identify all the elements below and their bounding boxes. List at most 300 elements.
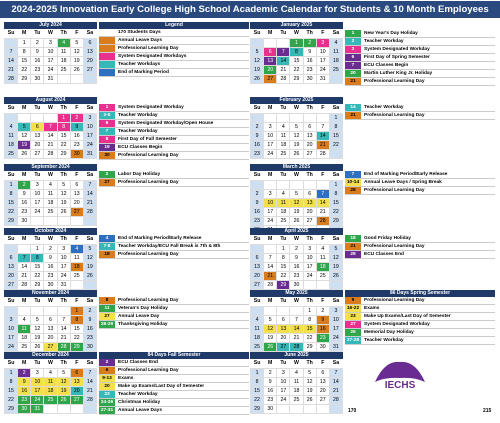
day-cell bbox=[264, 38, 277, 47]
item-label: Memorial Day Holiday bbox=[364, 330, 414, 335]
dow-label: Th bbox=[303, 359, 316, 368]
day-cell: 28 bbox=[83, 395, 96, 404]
item-label: Veteran's Day Holiday bbox=[118, 306, 168, 311]
day-cell: 9 bbox=[290, 253, 303, 262]
ending-students: 170 bbox=[348, 408, 357, 414]
day-cell: 5 bbox=[57, 368, 70, 377]
day-cell bbox=[70, 216, 83, 225]
dow-label: Tu bbox=[277, 297, 290, 306]
legend-item bbox=[99, 136, 249, 144]
day-cell: 3 bbox=[277, 368, 290, 377]
item-code: 27-28 bbox=[346, 338, 360, 343]
day-cell: 6 bbox=[316, 368, 329, 377]
legend-item bbox=[99, 171, 249, 179]
item-code: 23 bbox=[345, 313, 361, 320]
item-code: 7 bbox=[345, 171, 361, 178]
day-cell bbox=[290, 404, 303, 413]
month-header: August 2024 bbox=[4, 97, 97, 104]
dow-label: M bbox=[18, 297, 31, 306]
day-cell: 20 bbox=[303, 140, 316, 149]
legend-item bbox=[345, 179, 495, 187]
panel-header: 86 Days Spring Semester bbox=[345, 290, 495, 297]
day-cell: 8 bbox=[277, 253, 290, 262]
item-label: End of Marking Period/Early Release bbox=[118, 236, 202, 241]
day-cell: 17 bbox=[277, 386, 290, 395]
day-cell: 7 bbox=[290, 315, 303, 324]
day-cell: 20 bbox=[264, 65, 277, 74]
dow-label: Su bbox=[251, 297, 264, 306]
day-cell: 2 bbox=[290, 244, 303, 253]
day-cell: 14 bbox=[264, 262, 277, 271]
item-code bbox=[99, 29, 115, 36]
day-cell: 5 bbox=[290, 189, 303, 198]
dow-label: Sa bbox=[83, 235, 96, 244]
item-label: Teacher Workday bbox=[364, 338, 404, 343]
dow-label: W bbox=[44, 359, 57, 368]
day-cell: 21 bbox=[5, 65, 18, 74]
panel-feb-list bbox=[345, 104, 495, 120]
day-cell: 21 bbox=[83, 198, 96, 207]
month-mar bbox=[250, 164, 343, 235]
day-cell bbox=[44, 216, 57, 225]
item-label: Martin Luther King Jr. Holiday bbox=[364, 71, 433, 76]
day-cell bbox=[18, 244, 31, 253]
day-cell: 13 bbox=[70, 189, 83, 198]
day-cell bbox=[277, 180, 290, 189]
day-cell: 1 bbox=[303, 306, 316, 315]
dow-label: W bbox=[44, 171, 57, 180]
day-cell bbox=[5, 244, 18, 253]
legend-item bbox=[99, 37, 249, 45]
panel-header: 84 Days Fall Semester bbox=[99, 352, 249, 359]
day-cell: 27 bbox=[303, 216, 316, 225]
day-cell: 19 bbox=[290, 140, 303, 149]
day-cell: 29 bbox=[5, 216, 18, 225]
item-code: 27 bbox=[345, 321, 361, 328]
month-header: October 2024 bbox=[4, 228, 97, 235]
day-cell: 23 bbox=[264, 395, 277, 404]
day-cell: 21 bbox=[290, 333, 303, 342]
day-cell: 9 bbox=[83, 315, 96, 324]
day-cell: 10 bbox=[316, 47, 329, 56]
legend-item bbox=[99, 243, 249, 251]
dow-label: F bbox=[316, 29, 329, 38]
day-cell: 15 bbox=[290, 56, 303, 65]
dow-label: Su bbox=[251, 29, 264, 38]
panel-nov-list bbox=[99, 297, 249, 329]
day-cell: 6 bbox=[70, 368, 83, 377]
dow-label: M bbox=[18, 359, 31, 368]
item-label: System Designated Workday/Open House bbox=[118, 121, 214, 126]
day-cell: 27 bbox=[316, 395, 329, 404]
item-code: 27 bbox=[99, 179, 115, 186]
day-cell: 5 bbox=[264, 315, 277, 324]
day-cell: 10 bbox=[31, 377, 44, 386]
month-nov bbox=[4, 290, 97, 352]
dow-label: F bbox=[316, 235, 329, 244]
day-cell: 3 bbox=[329, 306, 342, 315]
month-feb bbox=[250, 97, 343, 159]
day-cell: 13 bbox=[251, 262, 264, 271]
day-cell: 28 bbox=[290, 342, 303, 351]
day-cell: 15 bbox=[57, 131, 70, 140]
day-cell: 12 bbox=[70, 47, 83, 56]
day-cell: 10 bbox=[44, 47, 57, 56]
item-code: 29 bbox=[345, 251, 361, 258]
day-cell: 7 bbox=[18, 253, 31, 262]
day-cell: 28 bbox=[316, 216, 329, 225]
dow-label: Sa bbox=[329, 297, 342, 306]
day-cell bbox=[290, 306, 303, 315]
day-cell: 21 bbox=[316, 207, 329, 216]
day-cell: 12 bbox=[57, 189, 70, 198]
day-cell bbox=[290, 180, 303, 189]
dow-label: Tu bbox=[277, 235, 290, 244]
day-cell: 30 bbox=[290, 280, 303, 289]
school-logo bbox=[370, 352, 430, 392]
day-cell: 15 bbox=[277, 262, 290, 271]
day-cell: 24 bbox=[44, 65, 57, 74]
day-cell bbox=[316, 280, 329, 289]
month-header: May 2025 bbox=[250, 290, 343, 297]
day-cell: 24 bbox=[329, 333, 342, 342]
day-cell: 19 bbox=[31, 333, 44, 342]
day-cell: 29 bbox=[329, 216, 342, 225]
item-label: 170 Students Days bbox=[118, 30, 161, 35]
day-cell: 24 bbox=[5, 342, 18, 351]
item-label: Make up Exams/Last Day of Semester bbox=[118, 384, 205, 389]
month-header: February 2025 bbox=[250, 97, 343, 104]
day-cell: 14 bbox=[5, 56, 18, 65]
day-cell: 29 bbox=[251, 404, 264, 413]
day-cell: 29 bbox=[70, 342, 83, 351]
day-cell: 3 bbox=[31, 368, 44, 377]
day-cell: 7 bbox=[83, 368, 96, 377]
day-cell: 14 bbox=[44, 131, 57, 140]
day-cell: 24 bbox=[83, 140, 96, 149]
day-cell bbox=[277, 404, 290, 413]
day-cell: 15 bbox=[70, 324, 83, 333]
day-cell: 1 bbox=[329, 113, 342, 122]
dow-label: Su bbox=[5, 29, 18, 38]
day-cell: 2 bbox=[44, 244, 57, 253]
day-cell: 2 bbox=[83, 306, 96, 315]
day-cell: 14 bbox=[316, 198, 329, 207]
panel-may-list bbox=[345, 290, 495, 345]
day-cell: 12 bbox=[31, 324, 44, 333]
item-label: Thanksgiving Holiday bbox=[118, 322, 168, 327]
day-cell: 31 bbox=[44, 74, 57, 83]
day-cell: 13 bbox=[303, 131, 316, 140]
day-cell: 7 bbox=[316, 122, 329, 131]
day-cell: 4 bbox=[329, 38, 342, 47]
day-cell: 4 bbox=[44, 180, 57, 189]
day-cell bbox=[303, 280, 316, 289]
day-cell: 7 bbox=[329, 368, 342, 377]
day-cell bbox=[290, 113, 303, 122]
dow-label: Su bbox=[251, 171, 264, 180]
day-cell: 25 bbox=[18, 342, 31, 351]
ending-total: 215 bbox=[483, 408, 492, 414]
day-cell: 1 bbox=[290, 38, 303, 47]
item-code: 7-8 bbox=[99, 243, 115, 250]
dow-label: F bbox=[316, 359, 329, 368]
day-cell: 16 bbox=[316, 324, 329, 333]
day-cell bbox=[264, 180, 277, 189]
day-cell: 19 bbox=[264, 333, 277, 342]
dow-label: M bbox=[18, 235, 31, 244]
day-cell: 14 bbox=[316, 131, 329, 140]
dow-label: F bbox=[70, 235, 83, 244]
day-cell: 31 bbox=[83, 149, 96, 158]
day-cell: 3 bbox=[83, 113, 96, 122]
item-code: 20 bbox=[345, 70, 361, 77]
day-cell: 26 bbox=[31, 342, 44, 351]
day-cell: 25 bbox=[44, 395, 57, 404]
dow-label: Th bbox=[57, 359, 70, 368]
day-cell: 23 bbox=[70, 140, 83, 149]
day-cell: 13 bbox=[70, 377, 83, 386]
legend-item bbox=[99, 407, 249, 415]
day-cell: 31 bbox=[329, 342, 342, 351]
day-cell: 15 bbox=[329, 131, 342, 140]
day-cell: 19 bbox=[83, 262, 96, 271]
dow-label: Th bbox=[303, 171, 316, 180]
day-cell: 29 bbox=[18, 74, 31, 83]
item-label: Christmas Holiday bbox=[118, 400, 161, 405]
day-cell: 23 bbox=[18, 207, 31, 216]
item-label: End of Marking Period/Early Release bbox=[364, 172, 448, 177]
day-cell: 17 bbox=[31, 386, 44, 395]
day-cell: 6 bbox=[31, 122, 44, 131]
day-cell: 18 bbox=[290, 386, 303, 395]
day-cell: 10 bbox=[5, 324, 18, 333]
item-code: 27-31 bbox=[100, 408, 114, 413]
day-cell: 22 bbox=[70, 333, 83, 342]
day-cell: 20 bbox=[83, 56, 96, 65]
dow-label: Th bbox=[57, 297, 70, 306]
day-cell: 27 bbox=[264, 74, 277, 83]
legend-item bbox=[345, 54, 495, 62]
day-cell: 11 bbox=[5, 131, 18, 140]
dow-label: Sa bbox=[329, 171, 342, 180]
legend-item bbox=[99, 313, 249, 321]
day-cell: 1 bbox=[5, 180, 18, 189]
day-cell bbox=[44, 113, 57, 122]
dow-label: Th bbox=[303, 104, 316, 113]
day-cell: 8 bbox=[251, 377, 264, 386]
day-cell bbox=[277, 113, 290, 122]
day-cell: 31 bbox=[57, 280, 70, 289]
day-cell bbox=[264, 113, 277, 122]
day-cell: 5 bbox=[18, 122, 31, 131]
day-cell: 28 bbox=[316, 149, 329, 158]
day-cell: 19 bbox=[303, 386, 316, 395]
dow-label: Tu bbox=[31, 29, 44, 38]
day-cell: 6 bbox=[264, 47, 277, 56]
day-cell: 9 bbox=[316, 315, 329, 324]
day-cell: 21 bbox=[316, 140, 329, 149]
day-cell: 2 bbox=[31, 38, 44, 47]
day-cell: 16 bbox=[18, 198, 31, 207]
dow-label: Sa bbox=[329, 104, 342, 113]
day-cell: 24 bbox=[316, 65, 329, 74]
item-code: 24-26 bbox=[100, 400, 114, 405]
month-dec bbox=[4, 352, 97, 414]
dow-label: Su bbox=[5, 171, 18, 180]
legend-item bbox=[99, 375, 249, 383]
day-cell: 23 bbox=[31, 65, 44, 74]
panel-header: Legend bbox=[99, 22, 249, 29]
day-cell: 27 bbox=[70, 395, 83, 404]
legend-item bbox=[345, 46, 495, 54]
day-cell: 16 bbox=[290, 262, 303, 271]
item-code: 19 bbox=[99, 144, 115, 151]
day-cell: 4 bbox=[44, 368, 57, 377]
panel-oct-list bbox=[99, 235, 249, 259]
day-cell: 25 bbox=[57, 65, 70, 74]
day-cell bbox=[5, 38, 18, 47]
item-code: 2-5 bbox=[99, 112, 115, 119]
day-cell: 4 bbox=[316, 244, 329, 253]
day-cell bbox=[5, 306, 18, 315]
item-label: Professional Learning Day bbox=[364, 113, 425, 118]
dow-label: Tu bbox=[31, 297, 44, 306]
day-cell: 29 bbox=[57, 149, 70, 158]
dow-label: M bbox=[264, 359, 277, 368]
day-cell: 2 bbox=[303, 38, 316, 47]
day-cell: 21 bbox=[264, 271, 277, 280]
day-cell: 16 bbox=[303, 56, 316, 65]
day-cell bbox=[44, 404, 57, 413]
legend-item bbox=[345, 171, 495, 179]
day-cell: 4 bbox=[57, 38, 70, 47]
day-cell: 17 bbox=[303, 262, 316, 271]
day-cell: 15 bbox=[18, 56, 31, 65]
month-header: July 2024 bbox=[4, 22, 97, 29]
day-cell: 26 bbox=[290, 216, 303, 225]
item-label: Exams bbox=[118, 376, 134, 381]
day-cell: 20 bbox=[251, 271, 264, 280]
dow-label: M bbox=[264, 297, 277, 306]
day-cell: 30 bbox=[316, 342, 329, 351]
dow-label: W bbox=[290, 104, 303, 113]
legend-item bbox=[345, 78, 495, 86]
day-cell: 1 bbox=[5, 368, 18, 377]
legend-item bbox=[345, 321, 495, 329]
item-code: 8 bbox=[99, 136, 115, 143]
day-cell: 4 bbox=[277, 122, 290, 131]
legend-item bbox=[345, 329, 495, 337]
item-code: 28 bbox=[345, 187, 361, 194]
item-code: 28-29 bbox=[100, 322, 114, 327]
item-label: First Day of Spring Semester bbox=[364, 55, 430, 60]
legend-item bbox=[99, 305, 249, 313]
day-cell: 6 bbox=[251, 253, 264, 262]
dow-label: Tu bbox=[277, 171, 290, 180]
day-cell: 2 bbox=[18, 180, 31, 189]
legend-item bbox=[99, 61, 249, 69]
legend-item bbox=[345, 337, 495, 345]
day-cell: 24 bbox=[303, 271, 316, 280]
item-label: System Designated Workday bbox=[364, 47, 430, 52]
item-code: 21 bbox=[345, 112, 361, 119]
day-cell: 27 bbox=[303, 149, 316, 158]
day-cell: 7 bbox=[277, 47, 290, 56]
day-cell: 16 bbox=[70, 131, 83, 140]
item-label: Teacher Workdays bbox=[118, 62, 161, 67]
dow-label: Th bbox=[303, 297, 316, 306]
item-label: Professional Learning Day bbox=[118, 46, 179, 51]
day-cell: 3 bbox=[303, 244, 316, 253]
day-cell: 9 bbox=[31, 47, 44, 56]
day-cell bbox=[303, 404, 316, 413]
day-cell: 6 bbox=[70, 180, 83, 189]
day-cell: 4 bbox=[277, 189, 290, 198]
dow-label: Su bbox=[251, 235, 264, 244]
day-cell: 18 bbox=[18, 333, 31, 342]
month-header: June 2025 bbox=[250, 352, 343, 359]
legend-item bbox=[99, 69, 249, 77]
day-cell: 7 bbox=[44, 122, 57, 131]
day-cell: 27 bbox=[277, 342, 290, 351]
item-code: 16-22 bbox=[346, 306, 360, 311]
day-cell bbox=[18, 306, 31, 315]
day-cell: 30 bbox=[18, 216, 31, 225]
item-code: 27 bbox=[99, 313, 115, 320]
dow-label: Su bbox=[5, 297, 18, 306]
day-cell: 26 bbox=[57, 207, 70, 216]
day-cell: 24 bbox=[57, 271, 70, 280]
day-cell: 28 bbox=[264, 280, 277, 289]
dow-label: M bbox=[18, 104, 31, 113]
day-cell: 9 bbox=[18, 377, 31, 386]
day-cell: 25 bbox=[277, 216, 290, 225]
day-cell: 1 bbox=[70, 306, 83, 315]
day-cell: 17 bbox=[44, 56, 57, 65]
day-cell: 23 bbox=[303, 65, 316, 74]
day-cell: 2 bbox=[251, 189, 264, 198]
day-cell: 21 bbox=[57, 333, 70, 342]
day-cell: 25 bbox=[44, 207, 57, 216]
day-cell bbox=[277, 306, 290, 315]
day-cell: 27 bbox=[31, 149, 44, 158]
item-label: Teacher Workday bbox=[118, 113, 158, 118]
legend-item bbox=[345, 305, 495, 313]
svg-text:IECHS: IECHS bbox=[384, 380, 416, 391]
day-cell bbox=[329, 74, 342, 83]
item-code: 6 bbox=[99, 120, 115, 127]
item-code: 21 bbox=[345, 243, 361, 250]
dow-label: Su bbox=[5, 104, 18, 113]
day-cell: 14 bbox=[18, 262, 31, 271]
day-cell: 20 bbox=[5, 271, 18, 280]
day-cell: 5 bbox=[290, 122, 303, 131]
item-code: 30 bbox=[99, 152, 115, 159]
day-cell: 9 bbox=[44, 253, 57, 262]
day-cell: 6 bbox=[303, 122, 316, 131]
day-cell: 16 bbox=[83, 324, 96, 333]
dow-label: Tu bbox=[31, 104, 44, 113]
day-cell: 13 bbox=[316, 377, 329, 386]
item-label: Teacher Workday bbox=[364, 39, 404, 44]
legend-item bbox=[99, 179, 249, 187]
dow-label: M bbox=[264, 104, 277, 113]
day-cell: 19 bbox=[290, 207, 303, 216]
day-cell bbox=[329, 149, 342, 158]
panel-apr-list bbox=[345, 235, 495, 259]
day-cell bbox=[316, 404, 329, 413]
